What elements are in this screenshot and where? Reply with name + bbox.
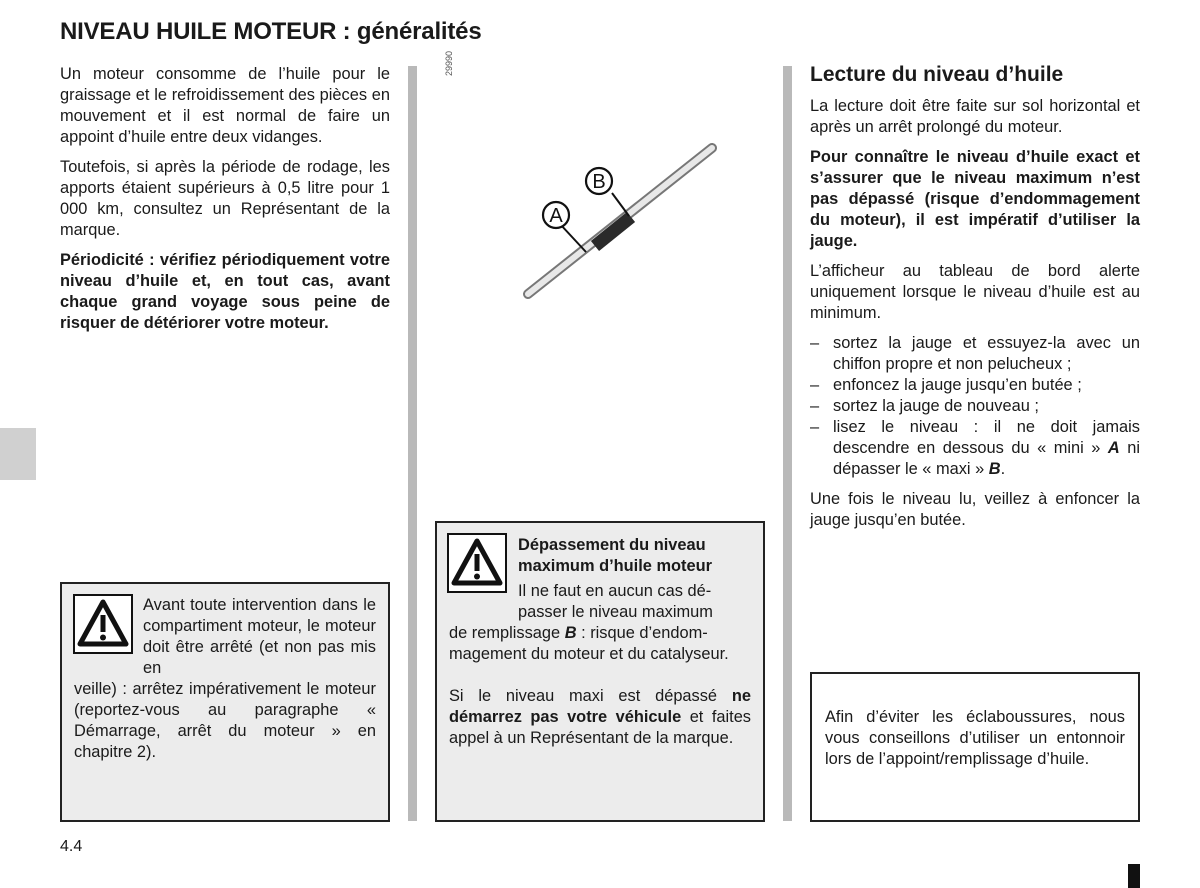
reading-paragraph: La lecture doit être faite sur sol horizontal et après un arrêt prolongé du moteur. bbox=[810, 97, 1140, 136]
engine-warning-text-tail: veille) : arrêtez impérativement le moteur (reportez-vous au paragraphe « Démarrage, arrêt du moteur » en chapitre 2). bbox=[74, 680, 376, 761]
chapter-tab bbox=[0, 428, 36, 480]
dashboard-paragraph: L’afficheur au tableau de bord alerte uniquement lorsque le niveau d’huile est au minimum. bbox=[810, 262, 1140, 322]
page-title: NIVEAU HUILE MOTEUR : généralités bbox=[60, 18, 482, 45]
overfill-line-5: Si le niveau maxi est dépassé ne démarrez pas votre véhicule et faites appel à un Représentant de la marque. bbox=[449, 687, 752, 747]
engine-warning-box bbox=[60, 582, 390, 822]
engine-warning-text-head: Avant toute intervention dans le compartiment moteur, le moteur doit être arrêté (et non pas mis en bbox=[143, 596, 376, 677]
column-divider-left bbox=[408, 66, 417, 821]
periodicity-paragraph: Périodicité : vérifiez périodiquement votre niveau d’huile et, en tout cas, avant chaque grand voyage sous peine de risquer de détériorer votre moteur. bbox=[60, 251, 390, 332]
dipstick-illustration bbox=[500, 130, 740, 320]
left-column bbox=[60, 64, 390, 334]
funnel-note-text: Afin d’éviter les éclaboussures, nous vous conseillons d’utiliser un entonnoir lors de l’appoint/remplissage d’huile. bbox=[825, 708, 1125, 768]
list-item: – lisez le niveau : il ne doit jamais descendre en dessous du « mini » A ni dépasser le « maxi » B. bbox=[810, 418, 1140, 478]
overfill-line-4: magement du moteur et du catalyseur. bbox=[449, 645, 729, 663]
overfill-warning-title: Dépassement du niveau maximum d’huile moteur bbox=[518, 536, 712, 575]
right-column bbox=[810, 96, 1140, 531]
funnel-note-box bbox=[810, 672, 1140, 822]
dipstick-paragraph: Pour connaître le niveau d’huile exact et s’assurer que le niveau maximum n’est pas dépassé (risque d’endommagement du moteur), il est impératif d’utiliser la jauge. bbox=[810, 148, 1140, 250]
warning-icon bbox=[447, 533, 507, 593]
corner-marker bbox=[1128, 864, 1140, 888]
procedure-list bbox=[810, 333, 1140, 480]
closing-paragraph: Une fois le niveau lu, veillez à enfoncer la jauge jusqu’en butée. bbox=[810, 490, 1140, 529]
overfill-warning-box bbox=[435, 521, 765, 822]
intro-paragraph: Un moteur consomme de l’huile pour le graissage et le refroidissement des pièces en mouvement et il est normal de faire un appoint d’huile entre deux vidanges. bbox=[60, 65, 390, 146]
list-item: – sortez la jauge de nouveau ; bbox=[810, 397, 1039, 415]
section-heading: Lecture du niveau d’huile bbox=[810, 63, 1064, 86]
page-number: 4.4 bbox=[60, 838, 83, 855]
list-item: – sortez la jauge et essuyez-la avec un chiffon propre et non pelucheux ; bbox=[810, 334, 1140, 373]
label-b: B bbox=[592, 171, 606, 193]
warning-icon bbox=[73, 594, 133, 654]
overfill-line-2: passer le niveau maximum bbox=[518, 603, 713, 621]
column-divider-right bbox=[783, 66, 792, 821]
label-a: A bbox=[549, 205, 563, 227]
figure-reference: 29990 bbox=[444, 50, 454, 76]
rodage-paragraph: Toutefois, si après la période de rodage, les apports étaient supérieurs à 0,5 litre pour 1 000 km, consultez un Représentant de la marque. bbox=[60, 158, 390, 239]
list-item: – enfoncez la jauge jusqu’en butée ; bbox=[810, 376, 1082, 394]
overfill-line-1: Il ne faut en aucun cas dé- bbox=[518, 582, 712, 600]
overfill-line-3: de remplissage B : risque d’endom- bbox=[449, 624, 708, 642]
